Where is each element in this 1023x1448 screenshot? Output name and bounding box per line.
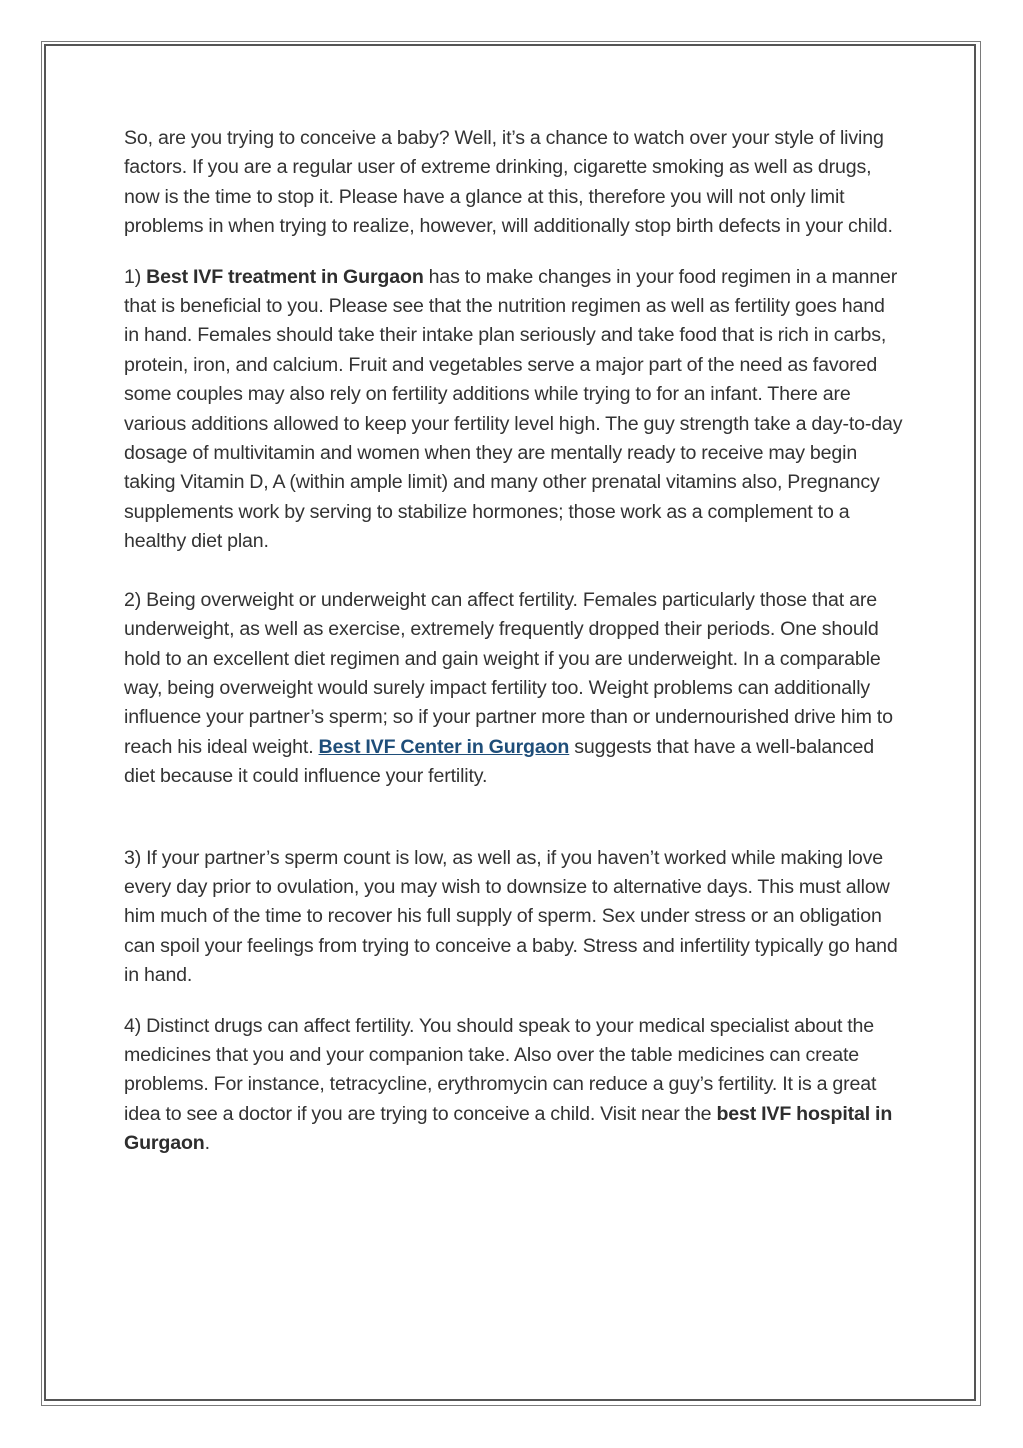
ivf-center-link[interactable]: Best IVF Center in Gurgaon [318,735,570,758]
tip-1-keyword: Best IVF treatment in Gurgaon [146,265,424,288]
paragraph-spacer [124,242,904,263]
tip-4-text-before: 4) Distinct drugs can affect fertility. You should speak to your medical specialist about the medicines that you and your companion take. Also over the table medicines can create problems. For instance, tetracycline, erythromycin can reduce a guy’s fertility. It is a great idea to see a doctor if you are trying to conceive a child. Visit near the [124,1014,877,1125]
tip-1-text: has to make changes in your food regimen in a manner that is beneficial to you. Please see that the nutrition regimen as well as fertility goes hand in hand. Females should take their intake plan seriously and take food that is rich in carbs, protein, iron, and calcium. Fruit and vegetables serve a major part of the need as favored some couples may also rely on fertility additions while trying to for an infant. There are various additions allowed to keep your fertility level high. The guy strength take a day-to-day dosage of multivitamin and women when they are mentally ready to receive may begin taking Vitamin D, A (within ample limit) and many other prenatal vitamins also, Pregnancy supplements work by serving to stabilize hormones; those work as a complement to a healthy diet plan. [124,265,903,553]
tip-2-text-after: suggests that have a well-balanced diet because it could influence your fertility. [124,735,875,788]
tip-4-keyword: best IVF hospital in Gurgaon [124,1102,893,1155]
document-body [124,124,904,1159]
tip-1-paragraph [124,263,904,557]
paragraph-spacer [124,991,904,1012]
tip-2-paragraph [124,586,904,792]
intro-paragraph: So, are you trying to conceive a baby? Well, it’s a chance to watch over your style of living factors. If you are a regular user of extreme drinking, cigarette smoking as well as drugs, now is the time to stop it. Please have a glance at this, therefore you will not only limit problems in when trying to realize, however, will additionally stop birth defects in your child. [124,127,893,238]
paragraph-spacer [124,792,904,844]
tip-4-paragraph [124,1012,904,1159]
tip-4-text-after: . [204,1132,210,1155]
tip-2-text-before: 2) Being overweight or underweight can affect fertility. Females particularly those that are underweight, as well as exercise, extremely frequently dropped their periods. One should hold to an excellent diet regimen and gain weight if you are underweight. In a comparable way, being overweight would surely impact fertility too. Weight problems can additionally influence your partner’s sperm; so if your partner more than or undernourished drive him to reach his ideal weight. [124,588,893,758]
paragraph-spacer [124,557,904,586]
tip-3-paragraph: 3) If your partner’s sperm count is low, as well as, if you haven’t worked while making love every day prior to ovulation, you may wish to downsize to alternative days. This must allow him much of the time to recover his full supply of sperm. Sex under stress or an obligation can spoil your feelings from trying to conceive a baby. Stress and infertility typically go hand in hand. [124,846,898,987]
tip-1-prefix: 1) [124,265,147,288]
